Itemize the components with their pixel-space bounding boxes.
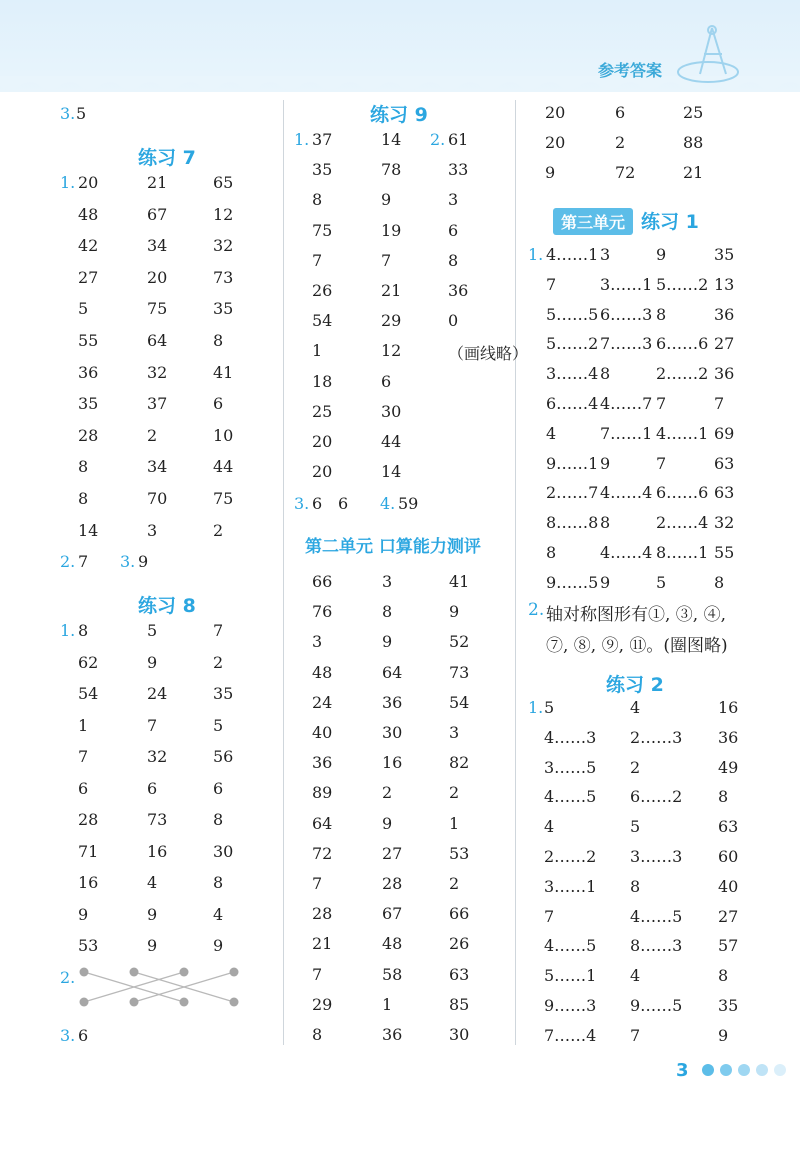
section-title-ex9: 练习 9: [370, 104, 428, 126]
answer-cell: 9: [147, 904, 158, 924]
answer-cell: 25: [683, 103, 704, 122]
answer-cell: 8: [78, 457, 89, 477]
answer-cell: 64: [147, 331, 168, 350]
answer-cell: 28: [78, 425, 99, 445]
answer-cell: 20: [147, 267, 168, 287]
answer-cell: 7……1: [600, 423, 653, 443]
answer-cell: 67: [382, 904, 403, 924]
answer-cell: 34: [147, 457, 168, 477]
answer-cell: 27: [718, 906, 739, 926]
answer-cell: 3: [312, 632, 323, 652]
answer-cell: 40: [312, 723, 333, 742]
answer-cell: 21: [312, 934, 333, 954]
answer-cell: 21: [147, 173, 168, 192]
answer-cell: 75: [312, 220, 333, 240]
answer-cell: 7: [656, 394, 667, 413]
answer-cell: 16: [382, 753, 403, 773]
answer-cell: 35: [714, 245, 735, 264]
answer-cell: 5: [78, 299, 89, 319]
answer-cell: 54: [449, 692, 470, 712]
answer-cell: 12: [213, 204, 234, 224]
answer-cell: 5: [544, 698, 555, 717]
answer-cell: 66: [312, 572, 333, 591]
answer-cell: 16: [78, 873, 99, 892]
answer-cell: 2: [615, 133, 626, 152]
answer-cell: 16: [147, 841, 168, 861]
answer-cell: 9: [545, 163, 556, 182]
answer-cell: 27: [714, 334, 735, 354]
answer-cell: 4……3: [544, 727, 597, 747]
answer-cell: 73: [213, 267, 234, 287]
section-title-ex7: 练习 7: [138, 147, 196, 169]
answer-cell: 16: [718, 698, 739, 717]
answer-cell: 4……5: [630, 906, 683, 926]
answer-cell: 66: [449, 904, 470, 924]
answer-cell: 75: [213, 489, 234, 508]
answer-cell: 35: [312, 160, 333, 180]
answer-cell: 33: [448, 160, 469, 180]
answer-cell: 9: [147, 936, 158, 955]
answer-cell: 9: [382, 632, 393, 652]
page-dots-decoration: [698, 1063, 798, 1077]
answer-cell: 69: [714, 423, 735, 443]
column-divider-2: [515, 100, 516, 1045]
answer-cell: 73: [449, 662, 470, 682]
answer-cell: 7: [714, 394, 725, 413]
answer-cell: 8: [718, 787, 729, 807]
answer-cell: 49: [718, 757, 739, 777]
answer-cell: 4……5: [544, 787, 597, 807]
answer-cell: 8: [448, 250, 459, 270]
answer-cell: 4……5: [544, 936, 597, 956]
answer-cell: 14: [381, 130, 402, 149]
answer-cell: 3……1: [544, 876, 597, 896]
answer-cell: 35: [718, 996, 739, 1015]
answer-cell: 5: [147, 621, 158, 640]
answer-cell: 26: [449, 934, 470, 954]
answer-cell: 3: [147, 520, 158, 540]
answer-cell: 29: [312, 994, 333, 1014]
answer-cell: 9: [656, 245, 667, 264]
answer-cell: 85: [449, 994, 470, 1014]
answer-cell: 44: [381, 432, 402, 451]
answer-cell: 2: [213, 520, 224, 540]
answer-cell: 37: [312, 130, 333, 149]
answer-cell: 8: [600, 364, 611, 384]
answer-cell: 71: [78, 841, 99, 861]
answer-cell: 35: [213, 299, 234, 319]
answer-cell: 24: [312, 692, 333, 712]
answer-cell: 4……1: [546, 245, 599, 264]
answer-cell: 9……5: [630, 996, 683, 1015]
answer-cell: 3……3: [630, 847, 683, 866]
answer-cell: 54: [78, 684, 99, 703]
answer-cell: 63: [714, 453, 735, 473]
matching-lines-diagram: [74, 962, 244, 1010]
answer-cell: 1: [382, 994, 393, 1014]
answer-cell: 6……6: [656, 483, 709, 503]
answer-cell: 42: [78, 236, 99, 256]
answer-cell: 6……6: [656, 334, 709, 354]
answer-cell: 1.: [60, 173, 76, 192]
answer-cell: 8……3: [630, 936, 683, 956]
answer-cell: 37: [147, 394, 168, 414]
answer-cell: 8: [656, 304, 667, 324]
answer-cell: 8: [213, 810, 224, 829]
answer-cell: 7: [656, 453, 667, 473]
answer-cell: 32: [714, 513, 735, 533]
answer-cell: 4……1: [656, 423, 709, 443]
answer-cell: 8: [630, 876, 641, 896]
answer-cell: 32: [213, 236, 234, 256]
answer-cell: 21: [381, 281, 402, 300]
answer-cell: 24: [147, 684, 168, 703]
answer-cell: 5: [630, 817, 641, 837]
answer-cell: 1.: [60, 621, 76, 640]
answer-cell: 3……1: [600, 274, 653, 294]
answer-cell: 29: [381, 311, 402, 331]
answer-cell: 20: [78, 173, 99, 192]
section-title-unit2: 第二单元 口算能力测评: [305, 537, 481, 557]
answer-cell: 7……3: [600, 334, 653, 354]
answer-cell: 6: [213, 778, 224, 798]
answer-cell: 4: [213, 904, 224, 924]
answer-cell: 5……2: [656, 274, 709, 294]
answer-cell: 9……1: [546, 453, 599, 473]
answer-cell: 55: [78, 331, 99, 350]
answer-cell: 48: [78, 204, 99, 224]
answer-cell: 3: [382, 572, 393, 591]
answer-cell: 72: [615, 163, 636, 182]
answer-cell: 5: [656, 572, 667, 592]
answer-cell: 7: [213, 621, 224, 640]
answer-cell: 58: [382, 964, 403, 984]
answer-cell: 60: [718, 847, 739, 866]
answer-cell: 9……5: [546, 572, 599, 592]
answer-cell: 2: [449, 783, 460, 803]
answer-cell: 67: [147, 204, 168, 224]
answer-cell: 48: [382, 934, 403, 954]
answer-cell: 8: [312, 1025, 323, 1044]
answer-cell: 7: [78, 747, 89, 766]
answer-cell: 18: [312, 371, 333, 391]
answer-cell: 1.: [528, 698, 544, 717]
answer-cell: 7: [312, 964, 323, 984]
answer-cell: 9: [600, 453, 611, 473]
answer-cell: 6: [615, 103, 626, 122]
answer-cell: 6: [78, 778, 89, 798]
answer-cell: 6: [213, 394, 224, 414]
answer-cell: 64: [382, 662, 403, 682]
answer-cell: 7: [630, 1025, 641, 1045]
answer-cell: 3: [448, 190, 459, 210]
answer-cell: 7: [546, 274, 557, 294]
answer-cell: 2.: [430, 130, 446, 149]
answer-cell: 6……2: [630, 787, 683, 807]
answer-cell: 72: [312, 843, 333, 863]
answer-cell: 14: [381, 462, 402, 482]
page-header-title: 参考答案: [598, 61, 663, 80]
answer-cell: 1.: [294, 130, 310, 149]
answer-cell: 52: [449, 632, 470, 652]
answer-cell: 61: [448, 130, 469, 149]
answer-cell: 76: [312, 602, 333, 622]
section-title-ex8: 练习 8: [138, 595, 196, 617]
answer-cell: 1: [78, 715, 89, 735]
answer-cell: 1: [449, 813, 460, 833]
answer-cell: 5……2: [546, 334, 599, 354]
answer-cell: 5……1: [544, 966, 597, 986]
answer-cell: 8……1: [656, 543, 709, 562]
answer-cell: 53: [78, 936, 99, 955]
unit-badge: 第三单元: [553, 208, 633, 235]
answer-cell: 4: [147, 873, 158, 892]
answer-cell: 1: [312, 341, 323, 361]
answer-cell: 25: [312, 401, 333, 421]
answer-cell: 2: [630, 757, 641, 777]
answer-cell: 8: [78, 621, 89, 640]
answer-cell: 30: [382, 723, 403, 742]
answer-cell: 9: [147, 652, 158, 672]
answer-cell: 1.: [528, 245, 544, 264]
answer-cell: 9: [78, 904, 89, 924]
answer-cell: 8: [78, 489, 89, 508]
answer-cell: 73: [147, 810, 168, 829]
answer-cell: 30: [449, 1025, 470, 1044]
answer-cell: 3……5: [544, 757, 597, 777]
answer-cell: 4: [546, 423, 557, 443]
answer-cell: 75: [147, 299, 168, 319]
answer-cell: 10: [213, 425, 234, 445]
answer-cell: 8: [714, 572, 725, 592]
answer-cell: 4: [630, 966, 641, 986]
answer-cell: 13: [714, 274, 735, 294]
answer-cell: 28: [78, 810, 99, 829]
answer-cell: 55: [714, 543, 735, 562]
answer-cell: 9: [718, 1025, 729, 1045]
answer-cell: 2……2: [656, 364, 709, 384]
answer-cell: 48: [312, 662, 333, 682]
section-title-unit3: 第三单元 练习 1: [553, 207, 699, 235]
answer-cell: 5……5: [546, 304, 599, 324]
answer-cell: 70: [147, 489, 168, 508]
answer-cell: 6: [448, 220, 459, 240]
answer-cell: 44: [213, 457, 234, 477]
answer-cell: 32: [147, 747, 168, 766]
answer-cell: 8: [382, 602, 393, 622]
answer-cell: 6: [381, 371, 392, 391]
answer-cell: 7: [312, 874, 323, 893]
answer-cell: 27: [382, 843, 403, 863]
answer-cell: 9: [449, 602, 460, 622]
answer-cell: 28: [382, 874, 403, 893]
answer-cell: 62: [78, 652, 99, 672]
answer-cell: 8: [600, 513, 611, 533]
answer-cell: 9: [382, 813, 393, 833]
answer-cell: 35: [78, 394, 99, 414]
answer-cell: 8……8: [546, 513, 599, 533]
answer-cell: 26: [312, 281, 333, 300]
answer-cell: 40: [718, 876, 739, 896]
answer-cell: 8: [213, 331, 224, 350]
answer-cell: 32: [147, 362, 168, 382]
answer-cell: 35: [213, 684, 234, 703]
answer-cell: 82: [449, 753, 470, 773]
answer-cell: 2: [147, 425, 158, 445]
answer-cell: 0: [448, 311, 459, 331]
answer-cell: 36: [382, 1025, 403, 1044]
answer-cell: 2: [382, 783, 393, 803]
answer-cell: 20: [545, 133, 566, 152]
answer-cell: 21: [683, 163, 704, 182]
answer-cell: 3……4: [546, 364, 599, 384]
answer-cell: 41: [449, 572, 470, 591]
answer-cell: 63: [714, 483, 735, 503]
answer-cell: 6……4: [546, 394, 599, 413]
answer-cell: 30: [213, 841, 234, 861]
answer-cell: 36: [714, 364, 735, 384]
answer-cell: 2……2: [544, 847, 597, 866]
answer-cell: 7: [147, 715, 158, 735]
answer-cell: 4……4: [600, 543, 653, 562]
answer-cell: 36: [718, 727, 739, 747]
answer-cell: 19: [381, 220, 402, 240]
answer-cell: 7: [312, 250, 323, 270]
answer-cell: 4……4: [600, 483, 653, 503]
answer-cell: 57: [718, 936, 739, 956]
answer-cell: 36: [312, 753, 333, 773]
answer-cell: 7: [544, 906, 555, 926]
answer-cell: 8: [718, 966, 729, 986]
answer-cell: 20: [545, 103, 566, 122]
answer-cell: 2……3: [630, 727, 683, 747]
answer-cell: 20: [312, 462, 333, 482]
answer-cell: 9: [381, 190, 392, 210]
answer-cell: 4……7: [600, 394, 653, 413]
answer-cell: 2……4: [656, 513, 709, 533]
answer-cell: 34: [147, 236, 168, 256]
answer-cell: 9……3: [544, 996, 597, 1015]
answer-cell: 89: [312, 783, 333, 803]
answer-cell: 4: [630, 698, 641, 717]
answer-cell: 36: [714, 304, 735, 324]
compass-icon: [676, 22, 746, 88]
answer-cell: 9: [600, 572, 611, 592]
page-number: 3: [676, 1060, 689, 1081]
answer-cell: 3: [600, 245, 611, 264]
answer-cell: 36: [448, 281, 469, 300]
answer-cell: 20: [312, 432, 333, 451]
answer-cell: 6……3: [600, 304, 653, 324]
answer-cell: 41: [213, 362, 234, 382]
answer-cell: 7……4: [544, 1025, 597, 1045]
answer-cell: 2……7: [546, 483, 599, 503]
answer-cell: 7: [381, 250, 392, 270]
answer-cell: 54: [312, 311, 333, 331]
answer-cell: 64: [312, 813, 333, 833]
answer-cell: 88: [683, 133, 704, 152]
answer-cell: 8: [213, 873, 224, 892]
answer-cell: 3: [449, 723, 460, 742]
answer-cell: 4: [544, 817, 555, 837]
answer-cell: 8: [312, 190, 323, 210]
answer-cell: 27: [78, 267, 99, 287]
answer-cell: 78: [381, 160, 402, 180]
answer-cell: 65: [213, 173, 234, 192]
answer-cell: 5: [213, 715, 224, 735]
answer-cell: 2: [449, 874, 460, 893]
answer-cell: 36: [78, 362, 99, 382]
answer-cell: 63: [718, 817, 739, 837]
answer-cell: 28: [312, 904, 333, 924]
answer-cell: 63: [449, 964, 470, 984]
answer-cell: 8: [546, 543, 557, 562]
answer-cell: （画线略）: [448, 344, 529, 364]
answer-cell: 12: [381, 341, 402, 361]
answer-cell: 53: [449, 843, 470, 863]
answer-cell: 2: [213, 652, 224, 672]
answer-cell: 56: [213, 747, 234, 766]
section-title-ex2: 练习 2: [606, 674, 664, 696]
answer-cell: 36: [382, 692, 403, 712]
column-divider-1: [283, 100, 284, 1045]
answer-cell: 14: [78, 520, 99, 540]
answer-cell: 9: [213, 936, 224, 955]
answer-cell: 30: [381, 401, 402, 421]
answer-cell: 6: [147, 778, 158, 798]
